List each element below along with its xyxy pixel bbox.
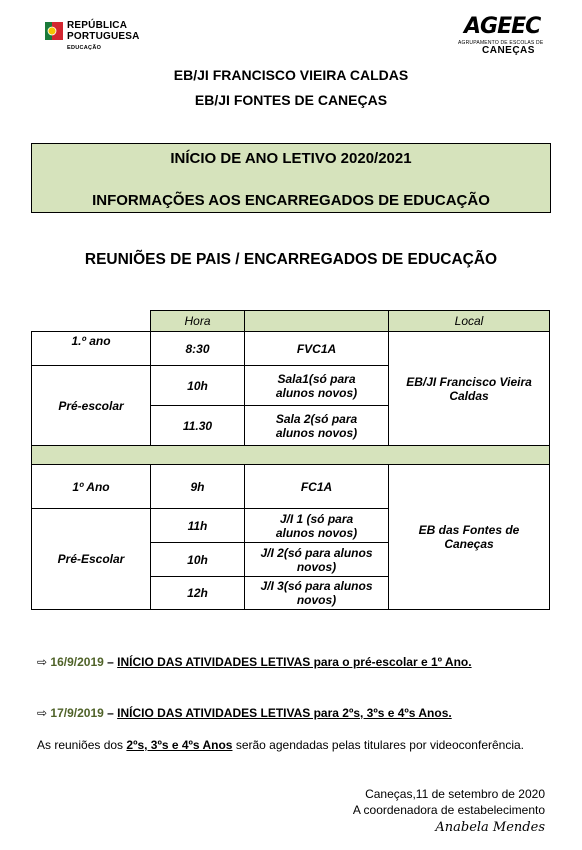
agrupamento-city: CANEÇAS	[482, 45, 535, 56]
announcement-line: ⇨ 17/9/2019 – INÍCIO DAS ATIVIDADES LETIVAS para 2ºs, 3ºs e 4ºs Anos.	[37, 706, 452, 720]
table-cell-hora: 11.30	[150, 405, 245, 446]
table-cell-hora: 9h	[150, 464, 245, 509]
announcement-date: 16/9/2019	[50, 655, 104, 669]
header-hora: Hora	[150, 310, 245, 332]
signature-name: Anabela Mendes	[435, 820, 545, 835]
school-name-1: EB/JI FRANCISCO VIEIRA CALDAS	[173, 67, 409, 83]
agrupamento-brand: AGEEC	[464, 14, 541, 39]
table-separator-row	[31, 445, 550, 465]
table-cell-hora: 10h	[150, 542, 245, 577]
table-cell-sala: FC1A	[244, 464, 389, 509]
republica-logo-text: REPÚBLICA PORTUGUESA	[67, 20, 140, 42]
table-cell-sala: Sala 2(só para alunos novos)	[244, 405, 389, 446]
agrupamento-logo	[458, 14, 544, 56]
republica-logo-sub: EDUCAÇÃO	[67, 45, 102, 51]
table-cell-local: EB das Fontes de Caneças	[388, 464, 550, 610]
announcement-date: 17/9/2019	[50, 706, 104, 720]
agrupamento-sub: AGRUPAMENTO DE ESCOLAS DE	[458, 40, 544, 46]
table-cell-ano: Pré-Escolar	[31, 508, 151, 610]
arrow-right-icon: ⇨	[37, 655, 48, 669]
table-cell-sala: J/I 1 (só para alunos novos)	[244, 508, 389, 543]
table-cell-hora: 10h	[150, 365, 245, 406]
table-cell-sala: Sala1(só para alunos novos)	[244, 365, 389, 406]
table-cell-hora: 11h	[150, 508, 245, 543]
announcement-text: INÍCIO DAS ATIVIDADES LETIVAS para o pré-escolar e 1º Ano.	[117, 655, 472, 669]
note-paragraph: As reuniões dos 2ºs, 3ºs e 4ºs Anos serão agendadas pelas titulares por videoconferência.	[37, 738, 525, 752]
title-banner	[31, 143, 551, 213]
signature-role: A coordenadora de estabelecimento	[352, 803, 545, 817]
republica-portuguesa-logo	[45, 18, 155, 58]
place-date: Caneças,11 de setembro de 2020	[365, 787, 545, 801]
header-local: Local	[388, 310, 550, 332]
table-cell-local: EB/JI Francisco Vieira Caldas	[388, 331, 550, 446]
section-title: REUNIÕES DE PAIS / ENCARREGADOS DE EDUCAÇÃO	[84, 251, 498, 268]
banner-title: INÍCIO DE ANO LETIVO 2020/2021	[170, 150, 412, 167]
table-cell-ano: Pré-escolar	[31, 365, 151, 446]
table-cell-hora: 8:30	[150, 331, 245, 366]
announcement-text: INÍCIO DAS ATIVIDADES LETIVAS para 2ºs, 3ºs e 4ºs Anos.	[117, 706, 452, 720]
table-cell-ano: 1.º ano	[31, 331, 151, 366]
note-emphasis: 2ºs, 3ºs e 4ºs Anos	[126, 738, 233, 752]
table-cell-sala: FVC1A	[244, 331, 389, 366]
table-cell-ano: 1º Ano	[31, 464, 151, 509]
header-sala	[244, 310, 389, 332]
announcement-line: ⇨ 16/9/2019 – INÍCIO DAS ATIVIDADES LETIVAS para o pré-escolar e 1º Ano.	[37, 655, 472, 669]
arrow-right-icon: ⇨	[37, 706, 48, 720]
table-cell-sala: J/I 3(só para alunos novos)	[244, 576, 389, 610]
school-name-2: EB/JI FONTES DE CANEÇAS	[194, 92, 388, 108]
banner-subtitle: INFORMAÇÕES AOS ENCARREGADOS DE EDUCAÇÃO	[92, 192, 490, 209]
table-cell-hora: 12h	[150, 576, 245, 610]
table-cell-sala: J/I 2(só para alunos novos)	[244, 542, 389, 577]
portugal-flag-icon	[45, 20, 63, 42]
